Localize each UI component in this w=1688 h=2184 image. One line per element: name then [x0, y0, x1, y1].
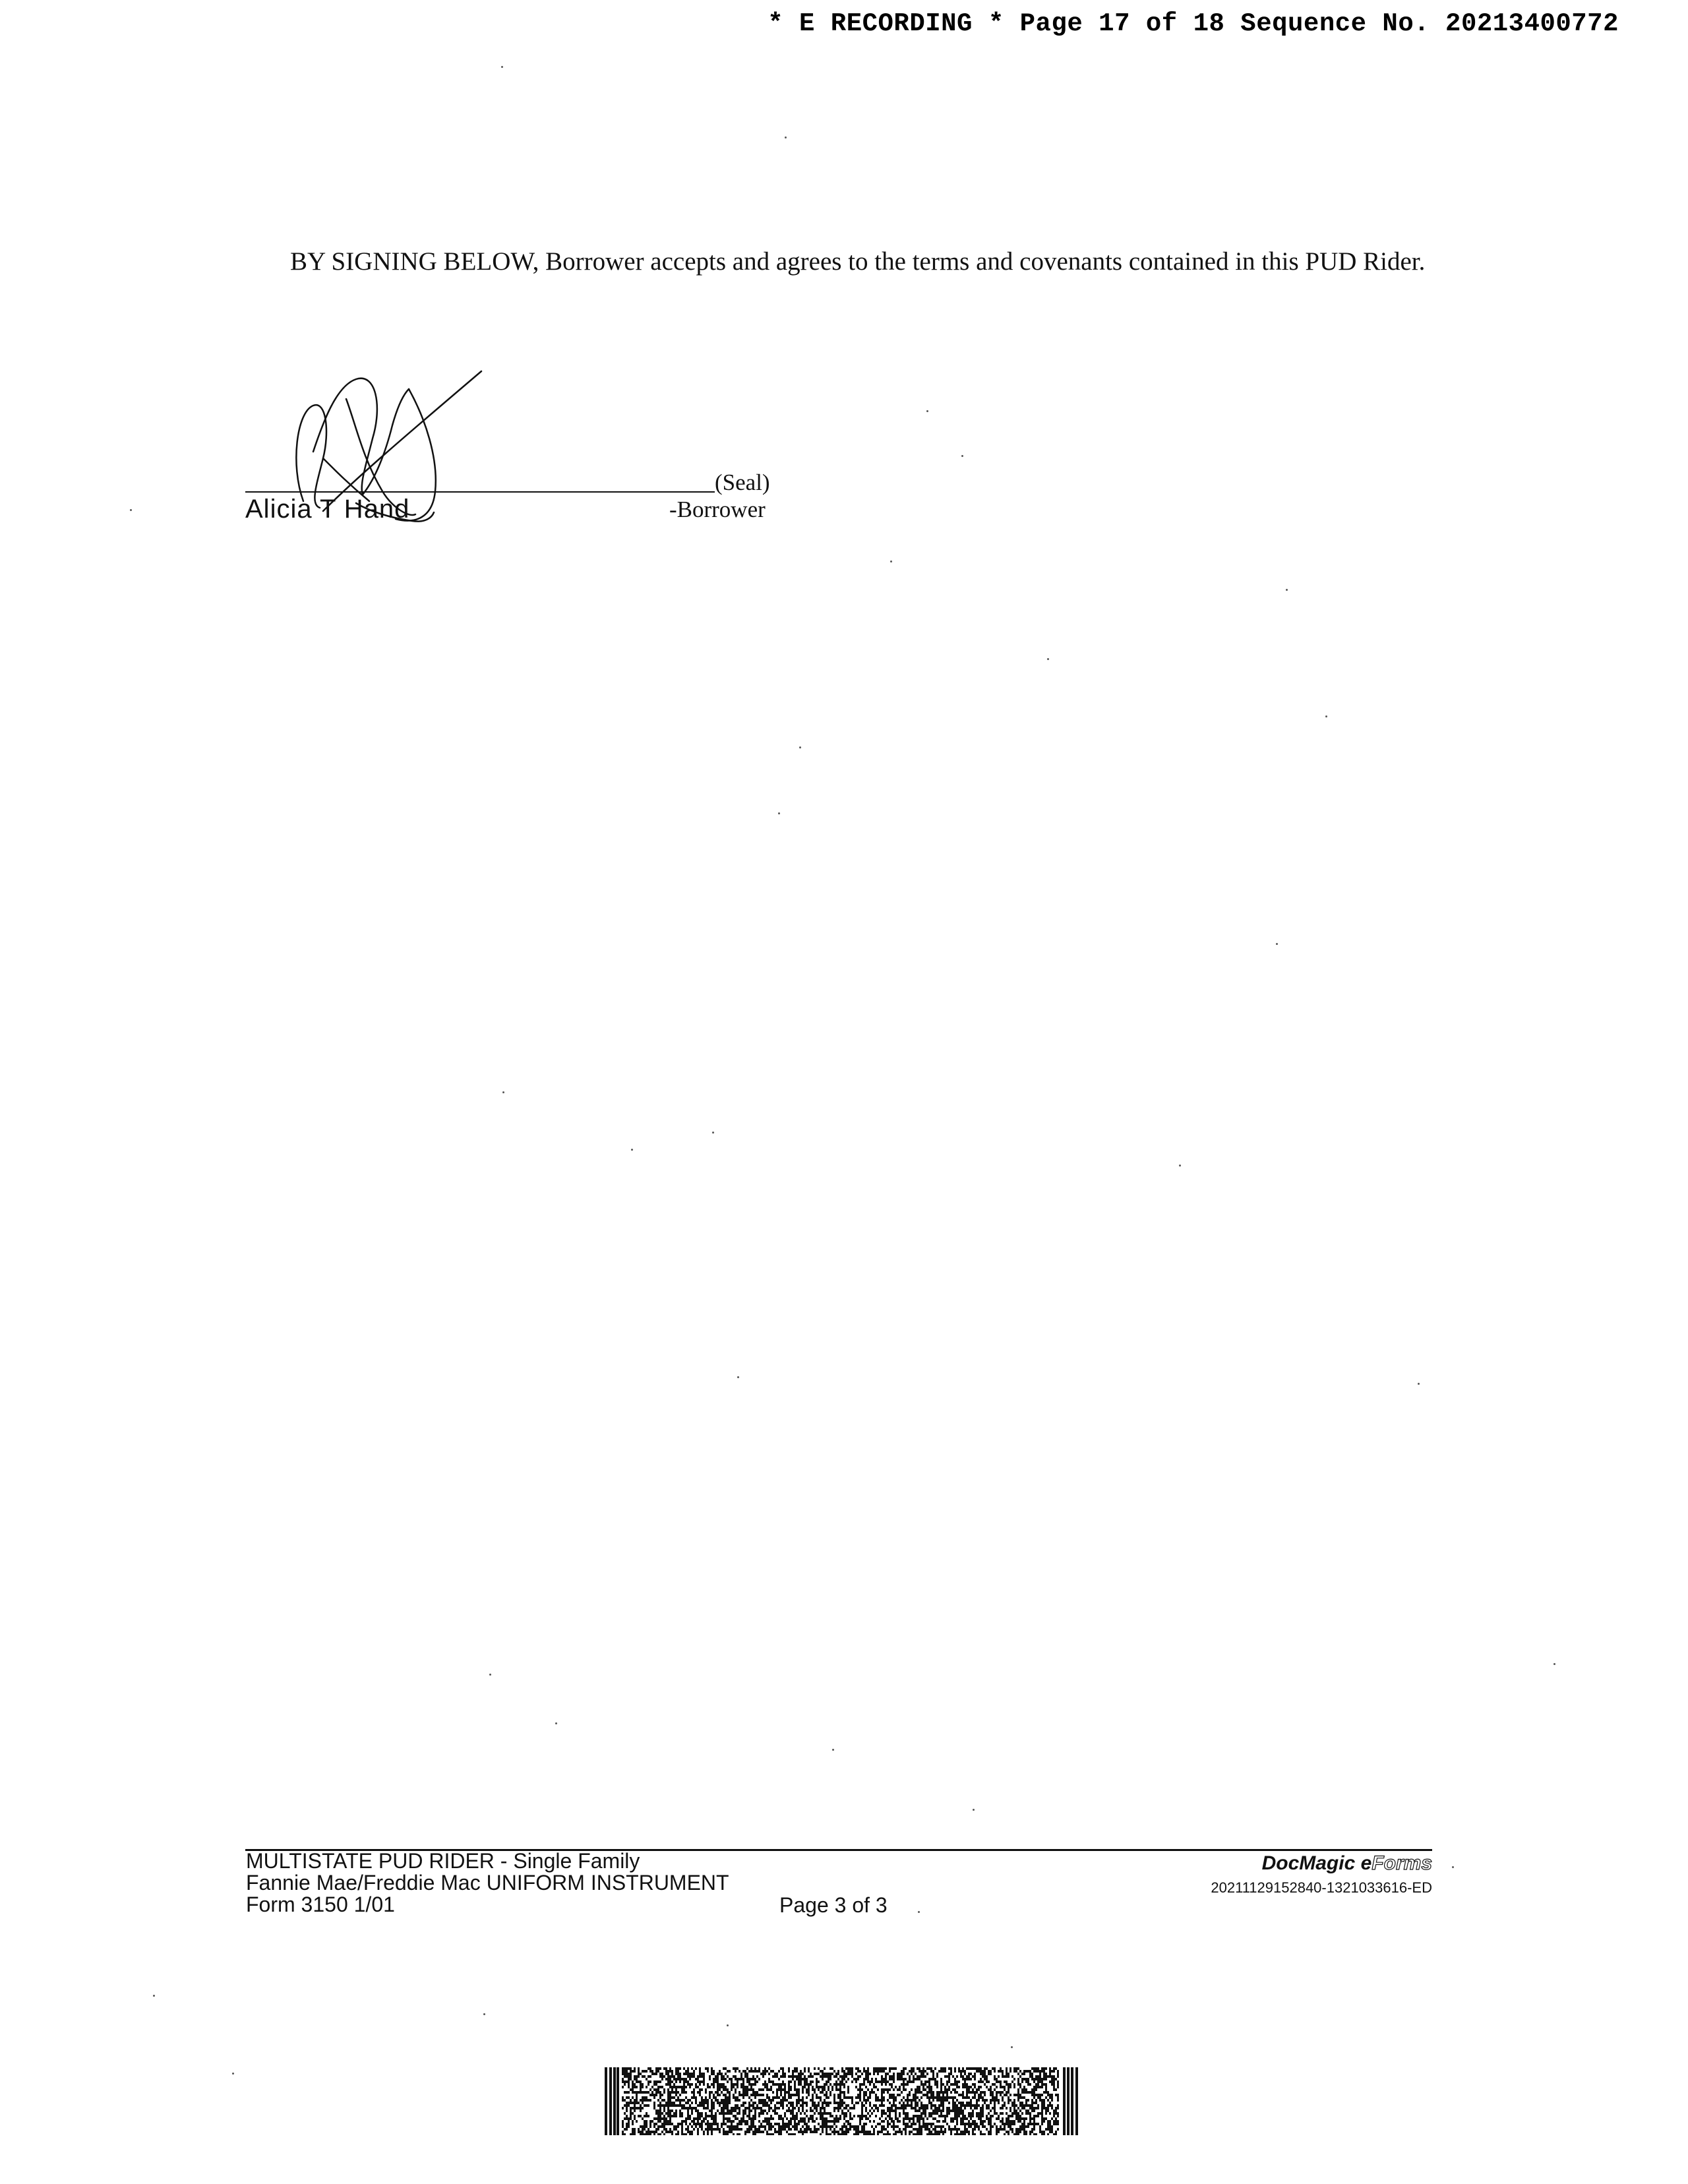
scan-speck — [502, 1091, 504, 1093]
scan-speck — [1325, 715, 1327, 717]
scan-speck — [501, 66, 503, 68]
document-id: 20211129152840-1321033616-ED — [1211, 1879, 1432, 1896]
scan-speck — [232, 2073, 234, 2075]
scan-speck — [1452, 1866, 1454, 1868]
scan-speck — [785, 136, 787, 138]
scan-speck — [483, 2013, 485, 2015]
scan-speck — [712, 1132, 714, 1134]
scan-speck — [961, 455, 963, 457]
scan-speck — [1418, 1383, 1420, 1385]
scan-speck — [1047, 658, 1049, 660]
signer-name: Alicia T Hand — [245, 495, 410, 524]
form-instrument: Fannie Mae/Freddie Mac UNIFORM INSTRUMENT — [246, 1871, 729, 1895]
scan-speck — [926, 410, 928, 412]
barcode — [605, 2067, 1079, 2135]
scan-speck — [1276, 943, 1278, 945]
scan-speck — [631, 1149, 633, 1151]
scan-speck — [1179, 1165, 1181, 1167]
brand-forms: Forms — [1372, 1852, 1432, 1874]
form-identification — [246, 1850, 729, 1916]
scan-speck — [727, 2024, 729, 2026]
scan-speck — [1011, 2046, 1013, 2048]
form-number: Form 3150 1/01 — [246, 1893, 395, 1916]
scan-speck — [1553, 1663, 1555, 1665]
scan-speck — [973, 1809, 975, 1811]
signature-line — [245, 491, 715, 493]
scan-speck — [778, 812, 780, 814]
docmagic-logo — [1262, 1852, 1432, 1875]
scan-speck — [130, 509, 132, 511]
recording-header: * E RECORDING * Page 17 of 18 Sequence No. 20213400772 — [768, 9, 1619, 38]
brand-name: DocMagic — [1261, 1852, 1356, 1874]
scan-speck — [555, 1722, 557, 1724]
scan-speck — [832, 1749, 834, 1751]
brand-e: e — [1360, 1852, 1372, 1874]
scan-speck — [1286, 589, 1288, 591]
scan-speck — [799, 746, 801, 748]
scan-speck — [918, 1911, 920, 1913]
signer-role: -Borrower — [669, 497, 766, 522]
seal-label: (Seal) — [715, 470, 770, 495]
form-title: MULTISTATE PUD RIDER - Single Family — [246, 1849, 640, 1873]
page-number: Page 3 of 3 — [779, 1893, 888, 1917]
scan-speck — [153, 1995, 155, 1997]
scan-speck — [489, 1674, 491, 1676]
scan-speck — [737, 1376, 739, 1378]
scan-speck — [890, 561, 892, 562]
acknowledgement-text: BY SIGNING BELOW, Borrower accepts and agrees to the terms and covenants contained in this PUD Rider. — [290, 247, 1426, 276]
